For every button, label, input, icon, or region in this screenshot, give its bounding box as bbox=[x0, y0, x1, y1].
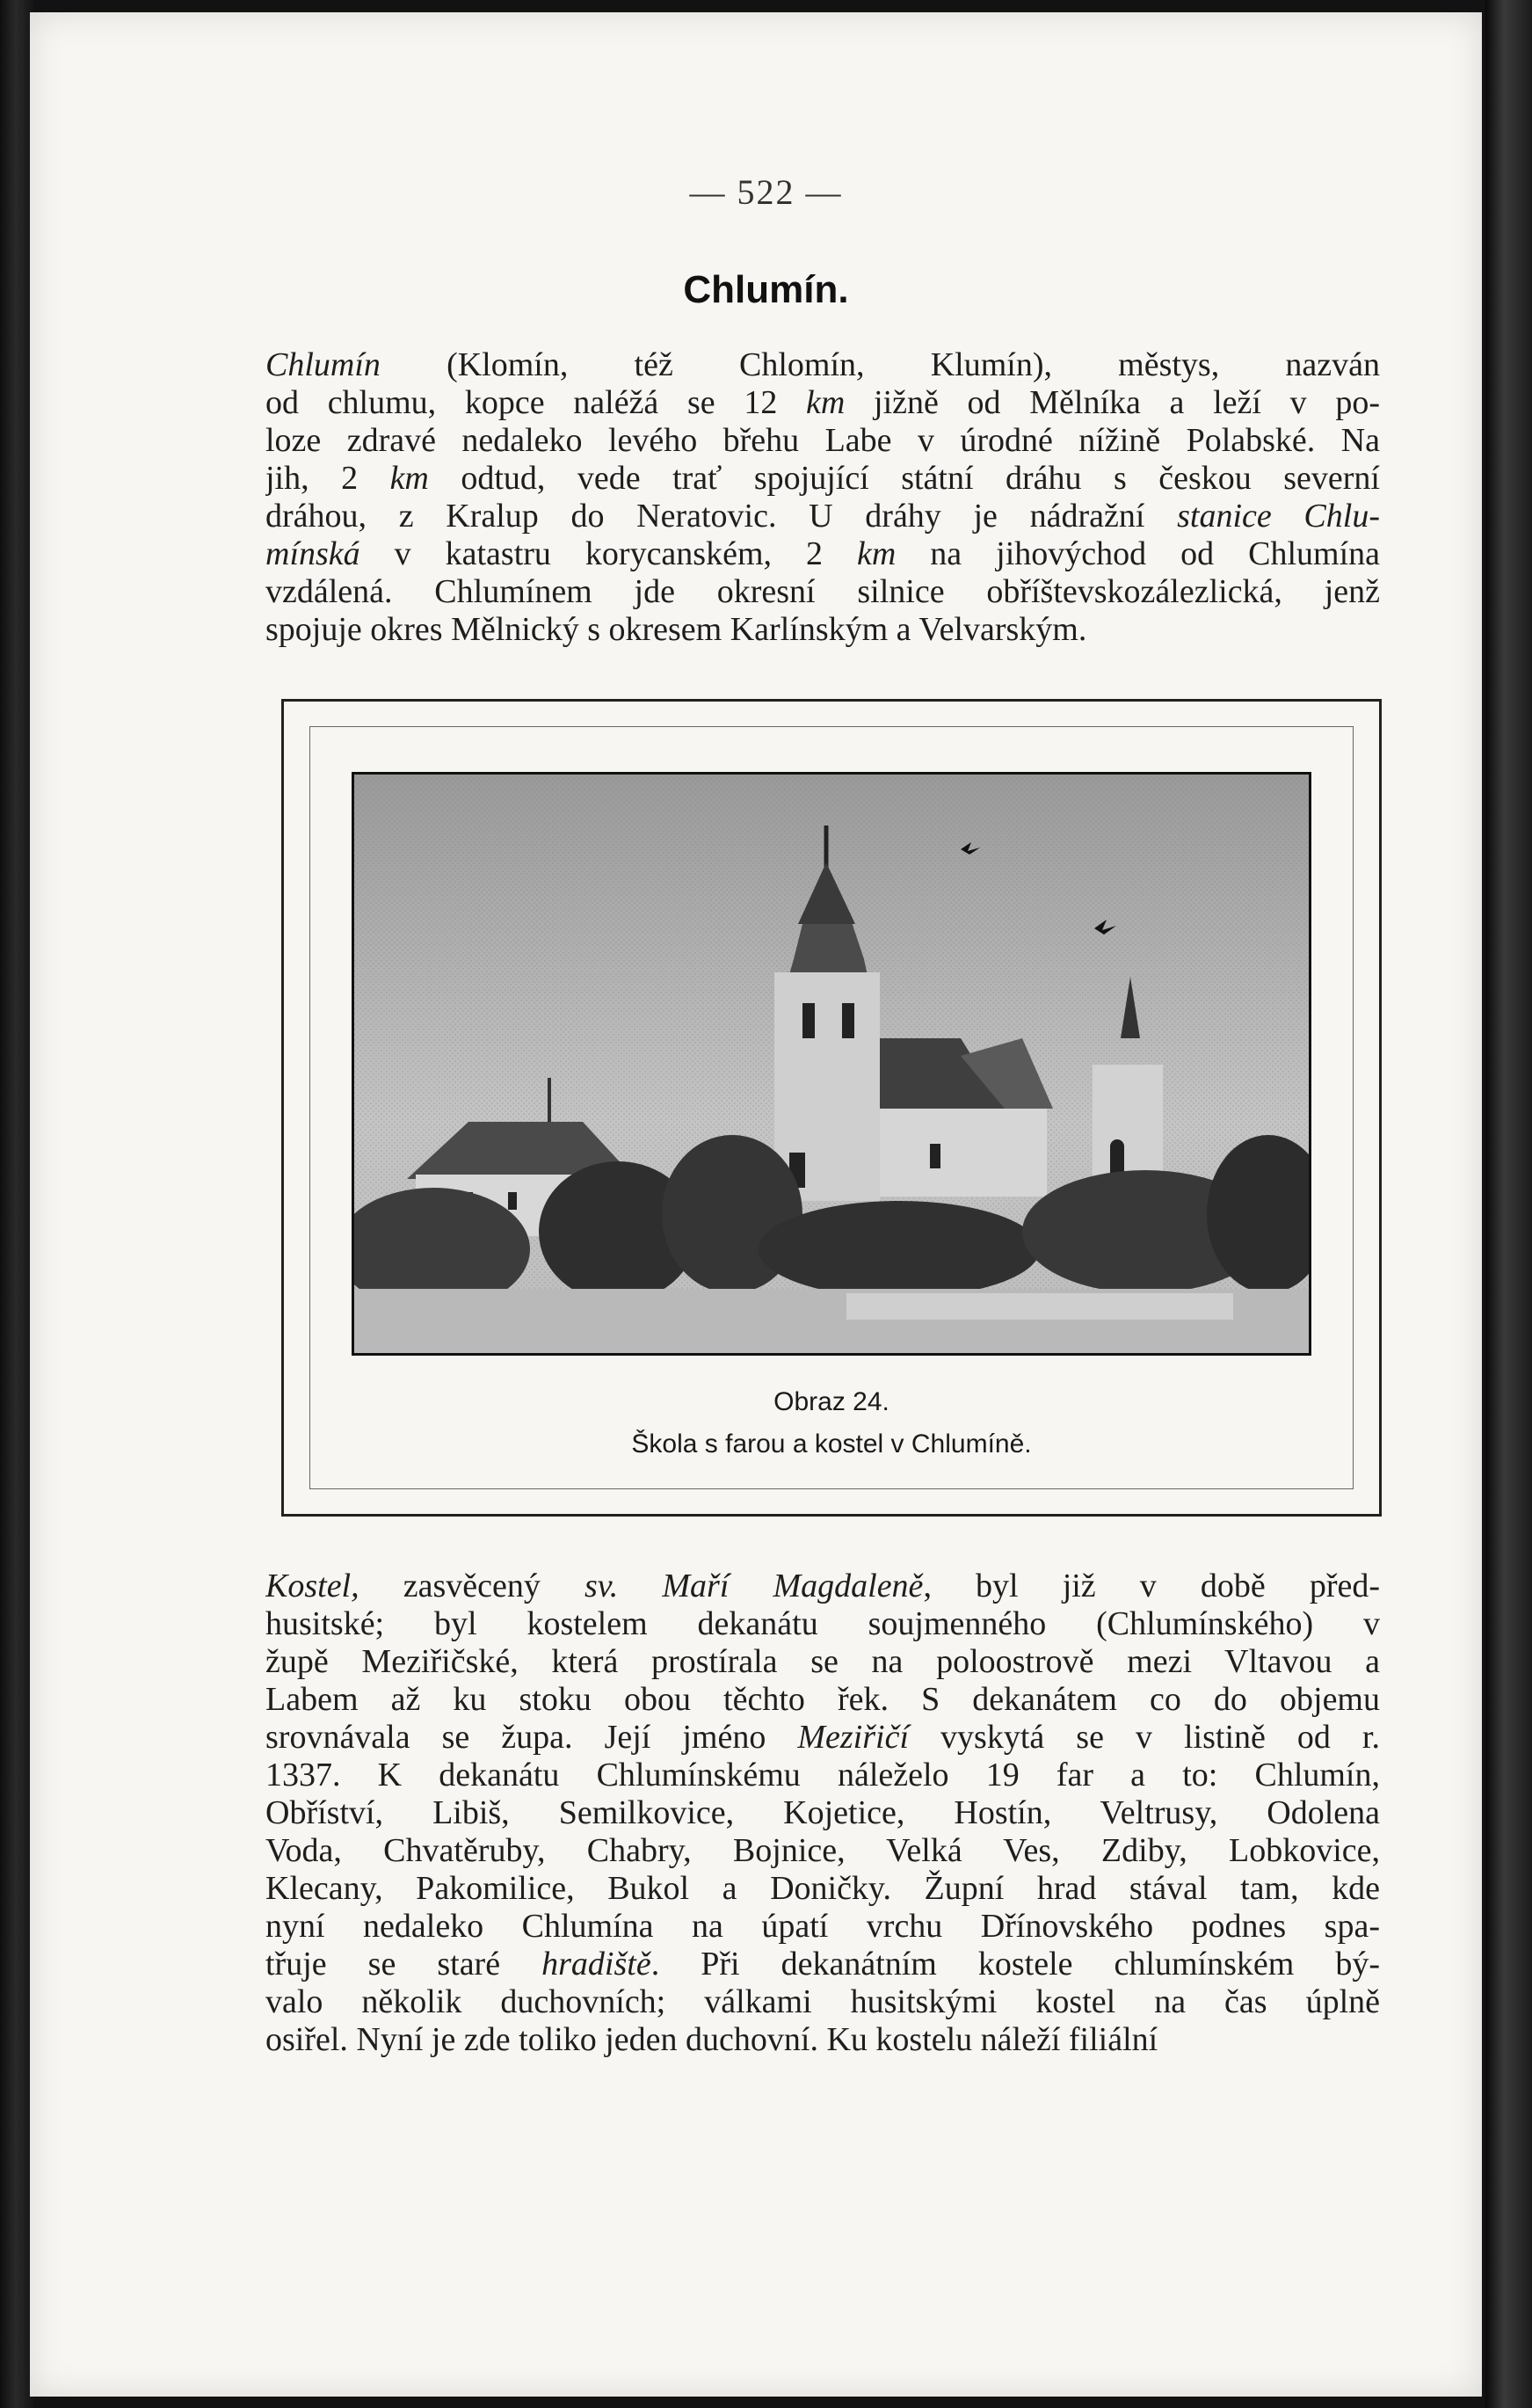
chapter-title: Chlumín. bbox=[683, 268, 849, 311]
text-line bbox=[265, 422, 1380, 460]
text-line bbox=[265, 1643, 1380, 1681]
text-line bbox=[265, 611, 1380, 649]
text-segment: nyní nedaleko Chlumína na úpatí vrchu Dřínovského podnes spa- bbox=[265, 1908, 1380, 1945]
text-segment: srovnávala se župa. Její jméno bbox=[265, 1719, 798, 1756]
text-line bbox=[265, 1681, 1380, 1719]
italic-text: km bbox=[806, 384, 846, 421]
text-segment: husitské; byl kostelem dekanátu soujmenného (Chlumínského) v bbox=[265, 1605, 1380, 1642]
text-segment: . Při dekanátním kostele chlumínském bý- bbox=[650, 1946, 1380, 1982]
text-line bbox=[265, 1946, 1380, 1983]
text-segment: 1337. K dekanátu Chlumínskému náleželo 19 far a to: Chlumín, bbox=[265, 1757, 1380, 1793]
text-segment: valo několik duchovních; válkami husitskými kostel na čas úplně bbox=[265, 1983, 1380, 2020]
church-photo-illustration bbox=[354, 775, 1309, 1353]
text-segment: od chlumu, kopce naléžá se 12 bbox=[265, 384, 807, 421]
page-number: — 522 — bbox=[689, 172, 843, 212]
text-segment: Klecany, Pakomilice, Bukol a Doničky. Župní hrad stával tam, kde bbox=[265, 1870, 1380, 1907]
italic-text: Kostel, bbox=[265, 1568, 359, 1604]
scan-edge bbox=[1485, 0, 1532, 2408]
text-segment: třuje se staré bbox=[265, 1946, 542, 1982]
text-segment: jih, 2 bbox=[265, 460, 390, 497]
text-line bbox=[265, 1832, 1380, 1870]
text-segment: dráhou, z Kralup do Neratovic. U dráhy je nádražní bbox=[265, 498, 1178, 535]
italic-text: km bbox=[857, 535, 897, 572]
text-line bbox=[265, 573, 1380, 611]
italic-text: mínská bbox=[265, 535, 360, 572]
figure-photo bbox=[352, 772, 1311, 1356]
text-segment: vyskytá se v listině od r. bbox=[909, 1719, 1380, 1756]
text-segment: vzdálená. Chlumínem jde okresní silnice obříštevskozálezlická, jenž bbox=[265, 573, 1380, 610]
text-segment: župě Meziřičské, která prostírala se na poloostrově mezi Vltavou a bbox=[265, 1643, 1380, 1680]
text-line bbox=[265, 1719, 1380, 1757]
text-segment: jižně od Mělníka a leží v po- bbox=[845, 384, 1380, 421]
text-line bbox=[265, 1605, 1380, 1643]
italic-text: stanice Chlu- bbox=[1177, 498, 1380, 535]
text-line bbox=[265, 1757, 1380, 1794]
text-line bbox=[265, 346, 1380, 384]
intro-paragraph bbox=[265, 346, 1380, 649]
italic-text: km bbox=[389, 460, 429, 497]
text-segment: loze zdravé nedaleko levého břehu Labe v úrodné nížině Polabské. Na bbox=[265, 422, 1380, 459]
text-segment: spojuje okres Mělnický s okresem Karlínským a Velvarským. bbox=[265, 611, 1087, 648]
text-line bbox=[265, 1794, 1380, 1832]
italic-text: Chlumín bbox=[265, 346, 381, 383]
text-line bbox=[265, 2021, 1380, 2059]
text-segment: Labem až ku stoku obou těchto řek. S dekanátem co do objemu bbox=[265, 1681, 1380, 1718]
text-segment: v katastru korycanském, 2 bbox=[359, 535, 857, 572]
text-segment: osiřel. Nyní je zde toliko jeden duchovní. Ku kostelu náleží filiální bbox=[265, 2021, 1158, 2058]
church-paragraph bbox=[265, 1568, 1380, 2059]
italic-text: Meziřičí bbox=[797, 1719, 910, 1756]
text-segment: (Klomín, též Chlomín, Klumín), městys, nazván bbox=[380, 346, 1380, 383]
text-line bbox=[265, 1568, 1380, 1605]
italic-text: sv. Maří Magdaleně bbox=[584, 1568, 924, 1604]
text-segment: , byl již v době před- bbox=[923, 1568, 1380, 1604]
figure-caption-text: Škola s farou a kostel v Chlumíně. bbox=[631, 1430, 1032, 1459]
text-line bbox=[265, 498, 1380, 535]
text-segment: na jihovýchod od Chlumína bbox=[896, 535, 1380, 572]
text-segment: odtud, vede trať spojující státní dráhu s českou severní bbox=[428, 460, 1380, 497]
text-line bbox=[265, 1983, 1380, 2021]
text-segment: Obříství, Libiš, Semilkovice, Kojetice, Hostín, Veltrusy, Odolena bbox=[265, 1794, 1380, 1831]
text-line bbox=[265, 384, 1380, 422]
italic-text: hradiště bbox=[541, 1946, 651, 1982]
figure-caption-number: Obraz 24. bbox=[773, 1387, 889, 1416]
text-line bbox=[265, 1870, 1380, 1908]
text-line bbox=[265, 535, 1380, 573]
text-segment: zasvěcený bbox=[359, 1568, 584, 1604]
text-line bbox=[265, 1908, 1380, 1946]
text-line bbox=[265, 460, 1380, 498]
text-segment: Voda, Chvatěruby, Chabry, Bojnice, Velká Ves, Zdiby, Lobkovice, bbox=[265, 1832, 1380, 1869]
